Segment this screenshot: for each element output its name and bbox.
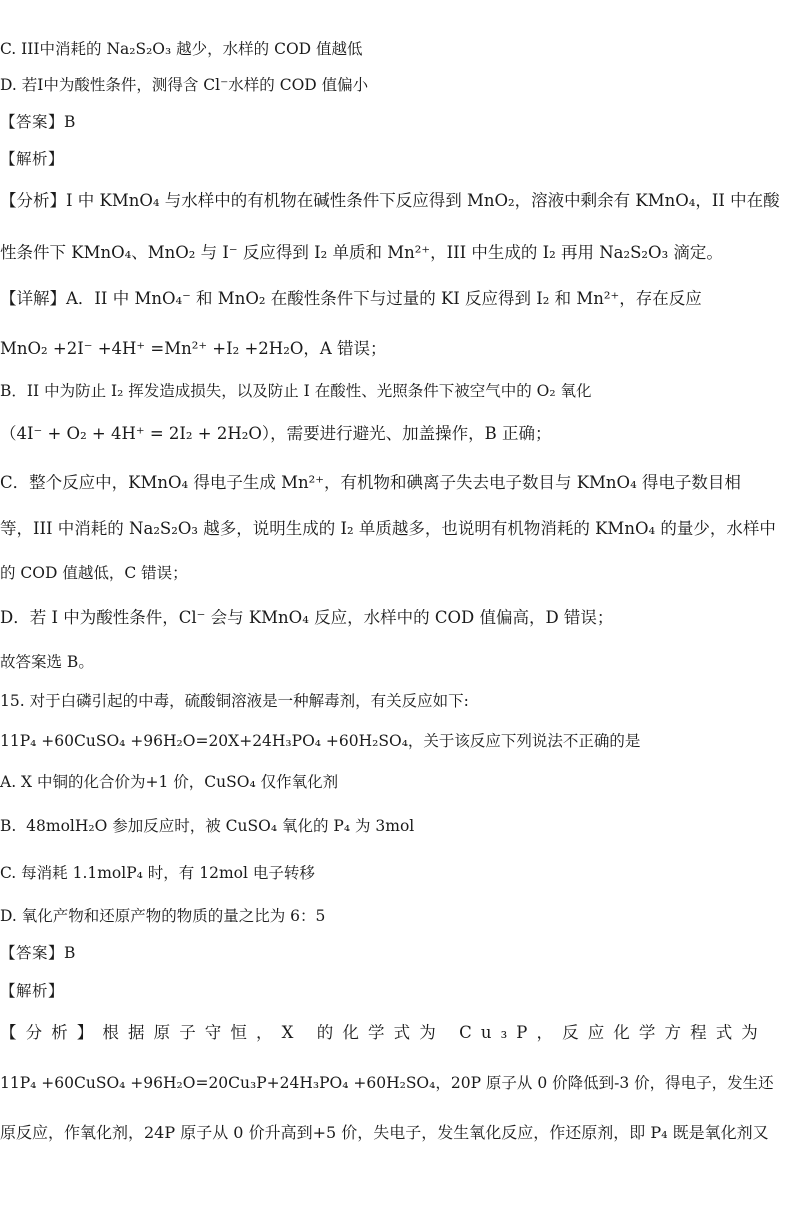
detail-d-line: D．若 I 中为酸性条件，Cl⁻ 会与 KMnO₄ 反应，水样中的 COD 值偏高，D 错误； (0, 608, 614, 627)
conclusion-line: 故答案选 B。 (0, 653, 94, 671)
question-15-option-d: D. 氧化产物和还原产物的物质的量之比为 6：5 (0, 907, 326, 925)
analysis-heading-2: 【解析】 (0, 982, 65, 1000)
question-15-stem: 15. 对于白磷引起的中毒，硫酸铜溶液是一种解毒剂，有关反应如下: (0, 692, 469, 710)
analysis-heading-1: 【解析】 (0, 150, 65, 168)
reaction-equation-a: MnO₂ +2I⁻ +4H⁺ =Mn²⁺ +I₂ +2H₂O，A 错误； (0, 339, 387, 358)
answer-heading-1: 【答案】B (0, 113, 76, 131)
detail-c-line-2: 等，III 中消耗的 Na₂S₂O₃ 越多，说明生成的 I₂ 单质越多，也说明有机物消耗的 KMnO₄ 的量少，水样中 (0, 519, 776, 538)
detail-c-line-1: C．整个反应中，KMnO₄ 得电子生成 Mn²⁺，有机物和碘离子失去电子数目与 KMnO₄ 得电子数目相 (0, 473, 741, 492)
question-15-option-c: C. 每消耗 1.1molP₄ 时，有 12mol 电子转移 (0, 864, 315, 882)
question-15-option-a: A. X 中铜的化合价为+1 价，CuSO₄ 仅作氧化剂 (0, 773, 339, 791)
detail-b-line-2: （4I⁻ + O₂ + 4H⁺ = 2I₂ + 2H₂O），需要进行避光、加盖操作，B 正确； (0, 424, 552, 443)
answer-heading-2: 【答案】B (0, 944, 76, 962)
question-15-option-b: B. 48molH₂O 参加反应时，被 CuSO₄ 氧化的 P₄ 为 3mol (0, 817, 415, 835)
option-c-previous-question: C. III中消耗的 Na₂S₂O₃ 越少，水样的 COD 值越低 (0, 40, 363, 58)
analysis-paragraph-line-2: 性条件下 KMnO₄、MnO₂ 与 I⁻ 反应得到 I₂ 单质和 Mn²⁺，III 中生成的 I₂ 再用 Na₂S₂O₃ 滴定。 (0, 243, 723, 262)
analysis-paragraph-line-1: 【分析】I 中 KMnO₄ 与水样中的有机物在碱性条件下反应得到 MnO₂，溶液中剩余有 KMnO₄，II 中在酸 (0, 191, 780, 210)
q15-analysis-line-2: 11P₄ +60CuSO₄ +96H₂O=20Cu₃P+24H₃PO₄ +60H₂SO₄，20P 原子从 0 价降低到-3 价，得电子，发生还 (0, 1074, 774, 1092)
q15-analysis-line-3: 原反应，作氧化剂，24P 原子从 0 价升高到+5 价，失电子，发生氧化反应，作还原剂，即 P₄ 既是氧化剂又 (0, 1123, 769, 1142)
detail-c-line-3: 的 COD 值越低，C 错误； (0, 564, 188, 582)
option-d-previous-question: D. 若I中为酸性条件，测得含 Cl⁻水样的 COD 值偏小 (0, 76, 369, 94)
detail-paragraph-line-1: 【详解】A．II 中 MnO₄⁻ 和 MnO₂ 在酸性条件下与过量的 KI 反应得到 I₂ 和 Mn²⁺，存在反应 (0, 289, 702, 308)
q15-analysis-line-1: 【分析】根据原子守恒，X 的化学式为 Cu₃P，反应化学方程式为 (0, 1023, 767, 1042)
question-15-equation: 11P₄ +60CuSO₄ +96H₂O=20X+24H₃PO₄ +60H₂SO₄，关于该反应下列说法不正确的是 (0, 732, 641, 750)
detail-b-line-1: B．II 中为防止 I₂ 挥发造成损失，以及防止 I 在酸性、光照条件下被空气中的 O₂ 氧化 (0, 382, 592, 400)
